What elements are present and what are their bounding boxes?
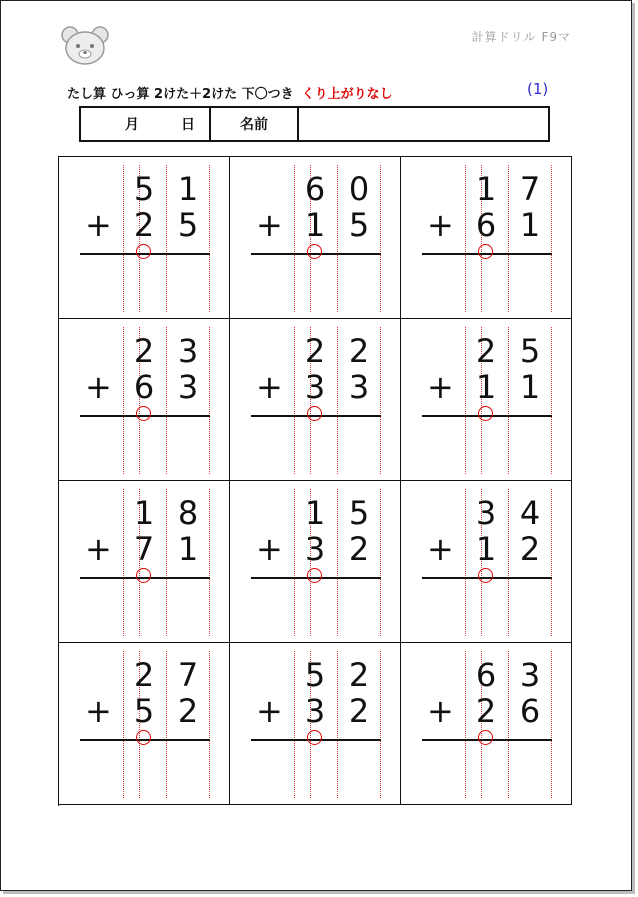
day-label: 日 — [181, 117, 195, 133]
guide-line — [508, 165, 509, 312]
bottom-tens-digit: 5 — [133, 692, 155, 730]
guide-line — [337, 651, 338, 798]
carry-circle-icon — [478, 244, 493, 259]
carry-circle-icon — [307, 568, 322, 583]
plus-sign: + — [256, 692, 283, 730]
top-ones-digit: 7 — [177, 656, 199, 694]
carry-circle-icon — [307, 730, 322, 745]
guide-line — [551, 489, 552, 636]
carry-circle-icon — [136, 406, 151, 421]
guide-line — [508, 489, 509, 636]
plus-sign: + — [85, 206, 112, 244]
guide-line — [337, 165, 338, 312]
top-tens-digit: 6 — [304, 170, 326, 208]
top-ones-digit: 3 — [177, 332, 199, 370]
bottom-tens-digit: 3 — [304, 692, 326, 730]
guide-line — [166, 327, 167, 474]
guide-line — [166, 651, 167, 798]
guide-line — [294, 165, 295, 312]
guide-line — [209, 165, 210, 312]
plus-sign: + — [427, 530, 454, 568]
bear-logo-icon — [59, 25, 111, 67]
carry-circle-icon — [307, 406, 322, 421]
top-tens-digit: 3 — [475, 494, 497, 532]
carry-circle-icon — [136, 244, 151, 259]
bottom-ones-digit: 2 — [519, 530, 541, 568]
guide-line — [551, 651, 552, 798]
carry-circle-icon — [136, 730, 151, 745]
top-ones-digit: 3 — [519, 656, 541, 694]
top-tens-digit: 6 — [475, 656, 497, 694]
guide-line — [508, 651, 509, 798]
guide-line — [294, 489, 295, 636]
plus-sign: + — [256, 530, 283, 568]
bottom-ones-digit: 2 — [348, 530, 370, 568]
top-tens-digit: 5 — [304, 656, 326, 694]
guide-line — [465, 489, 466, 636]
guide-line — [123, 165, 124, 312]
bottom-ones-digit: 3 — [348, 368, 370, 406]
guide-line — [123, 327, 124, 474]
guide-line — [551, 327, 552, 474]
problem-cell — [59, 643, 230, 805]
guide-line — [380, 489, 381, 636]
plus-sign: + — [85, 368, 112, 406]
top-ones-digit: 2 — [348, 332, 370, 370]
carry-circle-icon — [478, 730, 493, 745]
top-ones-digit: 2 — [348, 656, 370, 694]
plus-sign: + — [256, 368, 283, 406]
carry-circle-icon — [136, 568, 151, 583]
guide-line — [209, 327, 210, 474]
bottom-ones-digit: 6 — [519, 692, 541, 730]
bottom-ones-digit: 1 — [177, 530, 199, 568]
problem-cell — [230, 157, 401, 319]
top-ones-digit: 5 — [348, 494, 370, 532]
bottom-tens-digit: 6 — [133, 368, 155, 406]
guide-line — [380, 327, 381, 474]
guide-line — [465, 651, 466, 798]
bottom-ones-digit: 1 — [519, 206, 541, 244]
carry-circle-icon — [307, 244, 322, 259]
top-tens-digit: 1 — [304, 494, 326, 532]
bottom-tens-digit: 2 — [133, 206, 155, 244]
guide-line — [294, 651, 295, 798]
top-tens-digit: 5 — [133, 170, 155, 208]
problem-cell — [401, 157, 572, 319]
problem-cell — [230, 643, 401, 805]
date-field[interactable] — [81, 108, 211, 140]
problem-cell — [230, 481, 401, 643]
problem-grid — [58, 156, 572, 806]
top-ones-digit: 0 — [348, 170, 370, 208]
top-ones-digit: 7 — [519, 170, 541, 208]
top-tens-digit: 2 — [304, 332, 326, 370]
title-main: たし算 ひっ算 2けた＋2けた 下〇つき — [67, 87, 294, 102]
bottom-tens-digit: 6 — [475, 206, 497, 244]
bottom-ones-digit: 2 — [177, 692, 199, 730]
plus-sign: + — [427, 692, 454, 730]
bottom-tens-digit: 1 — [475, 530, 497, 568]
top-tens-digit: 2 — [475, 332, 497, 370]
bottom-tens-digit: 2 — [475, 692, 497, 730]
guide-line — [465, 165, 466, 312]
guide-line — [551, 165, 552, 312]
top-tens-digit: 1 — [475, 170, 497, 208]
name-field[interactable] — [299, 108, 548, 140]
top-tens-digit: 1 — [133, 494, 155, 532]
bottom-tens-digit: 3 — [304, 368, 326, 406]
sheet-number: (1) — [527, 80, 549, 98]
plus-sign: + — [427, 368, 454, 406]
problem-cell — [401, 319, 572, 481]
worksheet-title — [67, 83, 393, 102]
bottom-tens-digit: 1 — [304, 206, 326, 244]
title-note: くり上がりなし — [301, 87, 393, 102]
top-ones-digit: 5 — [519, 332, 541, 370]
guide-line — [337, 489, 338, 636]
bottom-tens-digit: 1 — [475, 368, 497, 406]
guide-line — [166, 165, 167, 312]
bottom-ones-digit: 5 — [177, 206, 199, 244]
guide-line — [294, 327, 295, 474]
bottom-tens-digit: 3 — [304, 530, 326, 568]
problem-cell — [59, 157, 230, 319]
plus-sign: + — [85, 530, 112, 568]
guide-line — [123, 489, 124, 636]
name-date-box — [79, 106, 550, 142]
guide-line — [380, 651, 381, 798]
problem-cell — [401, 481, 572, 643]
bottom-ones-digit: 3 — [177, 368, 199, 406]
guide-line — [166, 489, 167, 636]
guide-line — [465, 327, 466, 474]
top-ones-digit: 8 — [177, 494, 199, 532]
app-name: 計算ドリル F9マ — [471, 30, 571, 44]
bottom-ones-digit: 5 — [348, 206, 370, 244]
guide-line — [380, 165, 381, 312]
top-tens-digit: 2 — [133, 656, 155, 694]
problem-cell — [401, 643, 572, 805]
guide-line — [209, 489, 210, 636]
bottom-ones-digit: 2 — [348, 692, 370, 730]
carry-circle-icon — [478, 406, 493, 421]
guide-line — [337, 327, 338, 474]
top-ones-digit: 4 — [519, 494, 541, 532]
problem-cell — [59, 319, 230, 481]
guide-line — [508, 327, 509, 474]
problem-cell — [59, 481, 230, 643]
top-ones-digit: 1 — [177, 170, 199, 208]
guide-line — [209, 651, 210, 798]
problem-cell — [230, 319, 401, 481]
carry-circle-icon — [478, 568, 493, 583]
bottom-tens-digit: 7 — [133, 530, 155, 568]
top-tens-digit: 2 — [133, 332, 155, 370]
month-label: 月 — [125, 117, 139, 133]
plus-sign: + — [256, 206, 283, 244]
plus-sign: + — [85, 692, 112, 730]
plus-sign: + — [427, 206, 454, 244]
name-label: 名前 — [211, 108, 299, 140]
bottom-ones-digit: 1 — [519, 368, 541, 406]
guide-line — [123, 651, 124, 798]
